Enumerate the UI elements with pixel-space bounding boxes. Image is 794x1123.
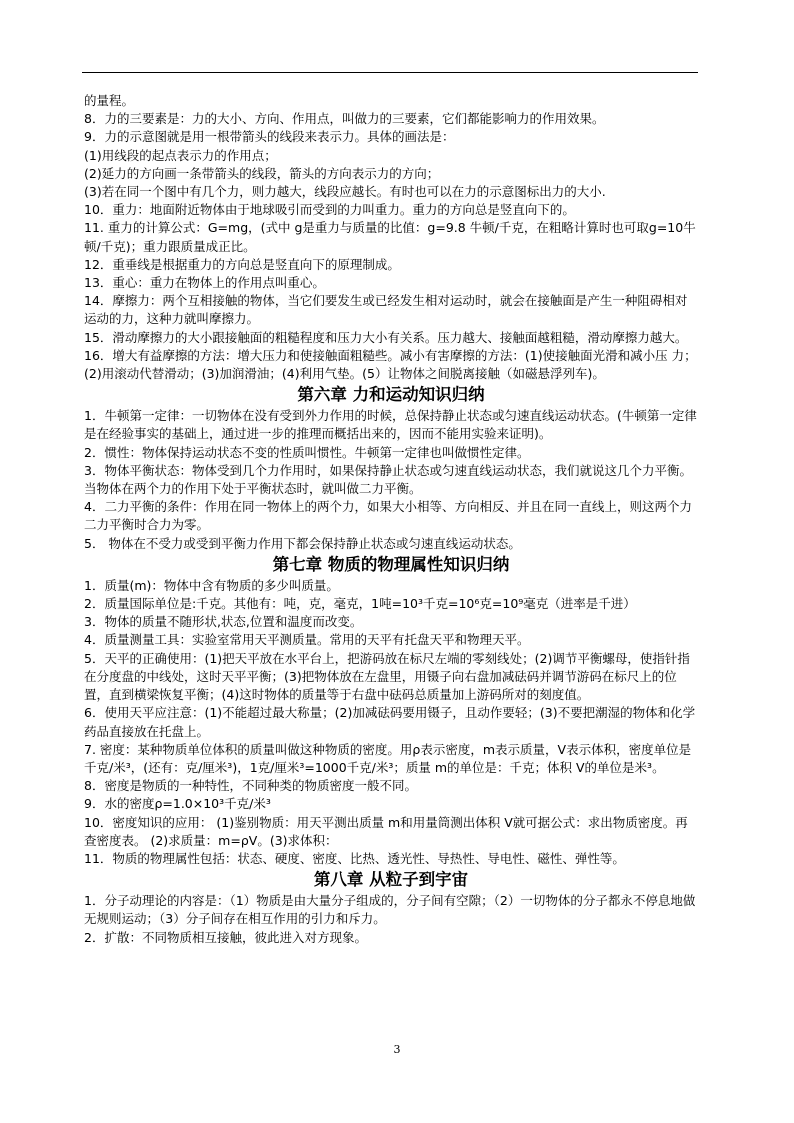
paragraph: 1．分子动理论的内容是：（1）物质是由大量分子组成的，分子间有空隙；（2）一切物体的分子都永不停息地做无规则运动；（3）分子间存在相互作用的引力和斥力。: [84, 893, 696, 927]
paragraph: 8．力的三要素是：力的大小、方向、作用点，叫做力的三要素，它们都能影响力的作用效果。: [84, 111, 605, 127]
paragraph: 4．二力平衡的条件：作用在同一物体上的两个力，如果大小相等、方向相反、并且在同一直线上，则这两个力二力平衡时合力为零。: [84, 499, 692, 533]
chapter-heading: 第七章 物质的物理属性知识归纳: [272, 554, 510, 574]
paragraph: 5．天平的正确使用：(1)把天平放在水平台上，把游码放在标尺左端的零刻线处；(2)调节平衡螺母，使指针指在分度盘的中线处，这时天平平衡；(3)把物体放在左盘里，用镊子向右盘加减砝码并调节游码在标尺上的位置，直到横梁恢复平衡；(4)这时物体的质量等于右盘中砝码总质量加上游码所对的刻度值。: [84, 650, 690, 703]
paragraph: 11．物质的物理属性包括：状态、硬度、密度、比热、透光性、导热性、导电性、磁性、弹性等。: [84, 850, 625, 866]
paragraph: 10．重力：地面附近物体由于地球吸引而受到的力叫重力。重力的方向总是竖直向下的。: [84, 202, 575, 218]
chapter-heading: 第六章 力和运动知识归纳: [297, 385, 485, 405]
chapter-heading: 第八章 从粒子到宇宙: [313, 870, 469, 890]
paragraph: 4．质量测量工具：实验室常用天平测质量。常用的天平有托盘天平和物理天平。: [84, 632, 530, 648]
paragraph: 1．牛顿第一定律：一切物体在没有受到外力作用的时候，总保持静止状态或匀速直线运动状态。(牛顿第一定律是在经验事实的基础上，通过进一步的推理而概括出来的，因而不能用实验来证明)。: [84, 408, 697, 442]
header-rule: [82, 72, 698, 73]
paragraph: 2．惯性：物体保持运动状态不变的性质叫惯性。牛顿第一定律也叫做惯性定律。: [84, 444, 530, 460]
paragraph: (1)用线段的起点表示力的作用点；: [84, 147, 277, 163]
paragraph: 5． 物体在不受力或受到平衡力作用下都会保持静止状态或匀速直线运动状态。: [84, 535, 521, 551]
paragraph: 7. 密度：某种物质单位体积的质量叫做这种物质的密度。用ρ表示密度，m表示质量，V表示体积，密度单位是千克/米³，(还有：克/厘米³)，1克/厘米³=1000千克/米³；质量 m的单位是：千克；体积 V的单位是米³。: [84, 741, 692, 775]
paragraph: 9．力的示意图就是用一根带箭头的线段来表示力。具体的画法是：: [84, 129, 455, 145]
paragraph: 1．质量(m)：物体中含有物质的多少叫质量。: [84, 577, 339, 593]
paragraph: 6．使用天平应注意：(1)不能超过最大称量；(2)加减砝码要用镊子，且动作要轻；(3)不要把潮湿的物体和化学药品直接放在托盘上。: [84, 705, 696, 739]
page-number: 3: [393, 1043, 401, 1056]
paragraph: 15．滑动摩擦力的大小跟接触面的粗糙程度和压力大小有关系。压力越大、接触面越粗糙，滑动摩擦力越大。: [84, 329, 688, 345]
paragraph: (2)延力的方向画一条带箭头的线段，箭头的方向表示力的方向；: [84, 165, 440, 181]
paragraph: 3．物体的质量不随形状,状态,位置和温度而改变。: [84, 614, 363, 630]
paragraph: 13．重心：重力在物体上的作用点叫重心。: [84, 275, 325, 291]
paragraph: 9．水的密度ρ=1.0×10³千克/米³: [84, 796, 271, 812]
paragraph: 11. 重力的计算公式：G=mg，(式中 g是重力与质量的比值：g=9.8 牛顿/千克，在粗略计算时也可取g=10牛顿/千克)；重力跟质量成正比。: [84, 220, 696, 254]
paragraph: 3．物体平衡状态：物体受到几个力作用时，如果保持静止状态或匀速直线运动状态，我们就说这几个力平衡。当物体在两个力的作用下处于平衡状态时，就叫做二力平衡。: [84, 462, 692, 497]
paragraph: 2．扩散：不同物质相互接触，彼此进入对方现象。: [84, 929, 367, 945]
paragraph: 12．重垂线是根据重力的方向总是竖直向下的原理制成。: [84, 256, 400, 272]
paragraph: 16．增大有益摩擦的方法：增大压力和使接触面粗糙些。减小有害摩擦的方法：(1)使接触面光滑和减小压 力；(2)用滚动代替滑动；(3)加润滑油；(4)利用气垫。(5）让物体之间脱离接触（如磁悬浮列车)。: [84, 347, 697, 382]
paragraph: 2．质量国际单位是:千克。其他有：吨，克，毫克，1吨=10³千克=10⁶克=10⁹毫克（进率是千进）: [84, 596, 636, 612]
paragraph: 8．密度是物质的一种特性，不同种类的物质密度一般不同。: [84, 778, 417, 794]
paragraph: 10．密度知识的应用： (1)鉴别物质：用天平测出质量 m和用量筒测出体积 V就可据公式：求出物质密度。再查密度表。 (2)求质量：m=ρV。(3)求体积：: [84, 814, 688, 848]
paragraph: 14．摩擦力：两个互相接触的物体，当它们要发生或已经发生相对运动时，就会在接触面是产生一种阻碍相对运动的力，这种力就叫摩擦力。: [84, 293, 688, 327]
paragraph: (3)若在同一个图中有几个力，则力越大，线段应越长。有时也可以在力的示意图标出力的大小.: [84, 184, 606, 200]
page-body: [84, 92, 698, 947]
paragraph: 的量程。: [84, 93, 135, 108]
